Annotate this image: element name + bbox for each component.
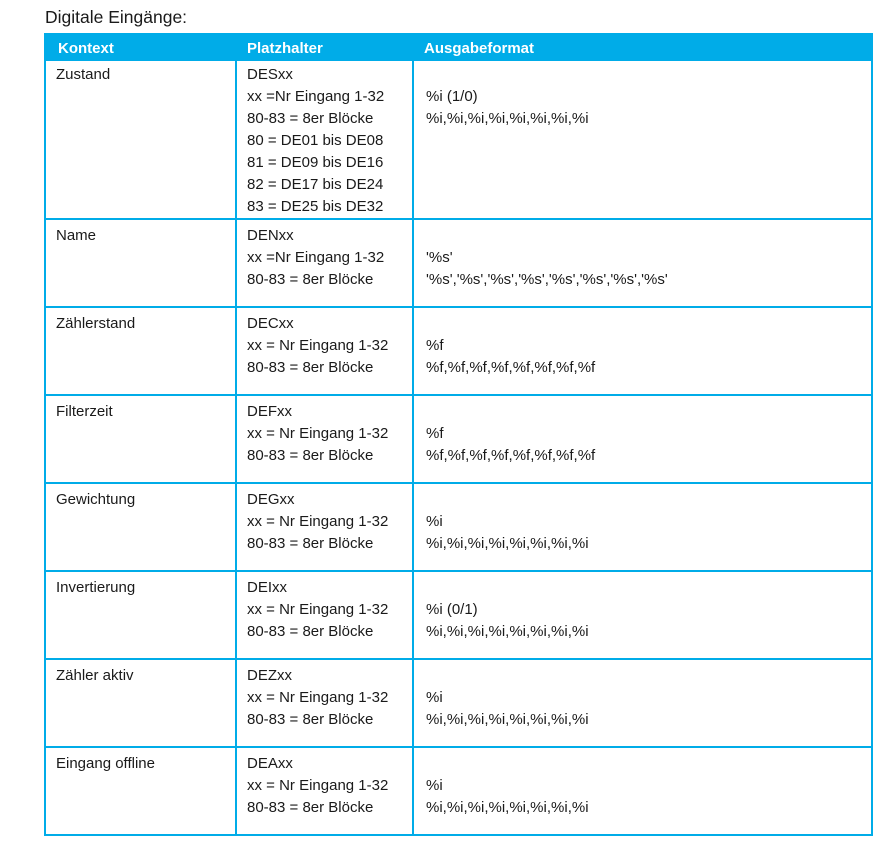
platzhalter-cell xyxy=(235,61,412,218)
text-line: 83 = DE25 bis DE32 xyxy=(247,198,384,215)
table-header xyxy=(46,35,871,61)
text-line: '%s','%s','%s','%s','%s','%s','%s','%s' xyxy=(426,271,668,288)
text-line: %i (0/1) xyxy=(426,601,478,618)
data-table xyxy=(44,33,873,836)
text-line: xx = Nr Eingang 1-32 xyxy=(247,513,389,530)
ausgabeformat-cell xyxy=(412,748,871,834)
text-line: Invertierung xyxy=(56,579,136,596)
text-line: %i xyxy=(426,513,443,530)
text-line: 80-83 = 8er Blöcke xyxy=(247,447,374,464)
text-line: DEGxx xyxy=(247,491,295,508)
header-cell-ausgabeformat: Ausgabeformat xyxy=(424,39,535,57)
kontext-cell xyxy=(46,396,235,482)
text-line: xx =Nr Eingang 1-32 xyxy=(247,88,385,105)
text-line: %f xyxy=(426,425,444,442)
text-line: 80-83 = 8er Blöcke xyxy=(247,711,374,728)
kontext-cell xyxy=(46,484,235,570)
text-line xyxy=(426,64,865,86)
table-row xyxy=(46,394,871,482)
text-line: %i,%i,%i,%i,%i,%i,%i,%i xyxy=(426,623,589,640)
text-line: Zustand xyxy=(56,66,111,83)
page-title: Digitale Eingänge: xyxy=(45,7,188,27)
platzhalter-cell xyxy=(235,660,412,746)
kontext-cell xyxy=(46,61,235,218)
text-line xyxy=(426,753,865,775)
text-line: Gewichtung xyxy=(56,491,136,508)
text-line: DEIxx xyxy=(247,579,288,596)
header-cell-platzhalter: Platzhalter xyxy=(247,39,323,57)
text-line: xx =Nr Eingang 1-32 xyxy=(247,249,385,266)
text-line xyxy=(426,401,865,423)
text-line: xx = Nr Eingang 1-32 xyxy=(247,337,389,354)
text-line: DESxx xyxy=(247,66,293,83)
text-line: Zähler aktiv xyxy=(56,667,134,684)
kontext-cell xyxy=(46,572,235,658)
text-line: %f,%f,%f,%f,%f,%f,%f,%f xyxy=(426,359,596,376)
text-line: xx = Nr Eingang 1-32 xyxy=(247,777,389,794)
text-line: %f,%f,%f,%f,%f,%f,%f,%f xyxy=(426,447,596,464)
text-line: %i,%i,%i,%i,%i,%i,%i,%i xyxy=(426,799,589,816)
text-line: %i (1/0) xyxy=(426,88,478,105)
table-row xyxy=(46,482,871,570)
text-line: 80-83 = 8er Blöcke xyxy=(247,359,374,376)
platzhalter-cell xyxy=(235,572,412,658)
text-line: 80 = DE01 bis DE08 xyxy=(247,132,384,149)
text-line: 81 = DE09 bis DE16 xyxy=(247,154,384,171)
text-line: Eingang offline xyxy=(56,755,155,772)
text-line xyxy=(426,489,865,511)
table-row xyxy=(46,61,871,218)
text-line: xx = Nr Eingang 1-32 xyxy=(247,601,389,618)
table-body xyxy=(46,61,871,834)
text-line: DEFxx xyxy=(247,403,292,420)
text-line: xx = Nr Eingang 1-32 xyxy=(247,425,389,442)
header-cell-kontext: Kontext xyxy=(58,39,114,57)
platzhalter-cell xyxy=(235,748,412,834)
ausgabeformat-cell xyxy=(412,308,871,394)
text-line: 80-83 = 8er Blöcke xyxy=(247,623,374,640)
text-line: '%s' xyxy=(426,249,453,266)
table-row xyxy=(46,218,871,306)
table-row xyxy=(46,570,871,658)
text-line xyxy=(426,225,865,247)
text-line: DEAxx xyxy=(247,755,293,772)
kontext-cell xyxy=(46,308,235,394)
ausgabeformat-cell xyxy=(412,396,871,482)
text-line xyxy=(426,665,865,687)
text-line xyxy=(426,577,865,599)
kontext-cell xyxy=(46,748,235,834)
table-row xyxy=(46,306,871,394)
text-line: DECxx xyxy=(247,315,294,332)
text-line: DENxx xyxy=(247,227,294,244)
text-line: 80-83 = 8er Blöcke xyxy=(247,799,374,816)
text-line: %i xyxy=(426,689,443,706)
ausgabeformat-cell xyxy=(412,660,871,746)
text-line: %i,%i,%i,%i,%i,%i,%i,%i xyxy=(426,711,589,728)
platzhalter-cell xyxy=(235,220,412,306)
text-line: 82 = DE17 bis DE24 xyxy=(247,176,384,193)
text-line: %i xyxy=(426,777,443,794)
kontext-cell xyxy=(46,220,235,306)
text-line: DEZxx xyxy=(247,667,292,684)
platzhalter-cell xyxy=(235,308,412,394)
ausgabeformat-cell xyxy=(412,572,871,658)
text-line: xx = Nr Eingang 1-32 xyxy=(247,689,389,706)
text-line: %i,%i,%i,%i,%i,%i,%i,%i xyxy=(426,535,589,552)
text-line: %i,%i,%i,%i,%i,%i,%i,%i xyxy=(426,110,589,127)
text-line: %f xyxy=(426,337,444,354)
text-line: 80-83 = 8er Blöcke xyxy=(247,110,374,127)
ausgabeformat-cell xyxy=(412,220,871,306)
text-line: Zählerstand xyxy=(56,315,136,332)
platzhalter-cell xyxy=(235,484,412,570)
platzhalter-cell xyxy=(235,396,412,482)
text-line: Name xyxy=(56,227,97,244)
text-line: Filterzeit xyxy=(56,403,113,420)
text-line: 80-83 = 8er Blöcke xyxy=(247,535,374,552)
table-row xyxy=(46,658,871,746)
table-row xyxy=(46,746,871,834)
kontext-cell xyxy=(46,660,235,746)
ausgabeformat-cell xyxy=(412,61,871,218)
ausgabeformat-cell xyxy=(412,484,871,570)
text-line: 80-83 = 8er Blöcke xyxy=(247,271,374,288)
text-line xyxy=(426,313,865,335)
